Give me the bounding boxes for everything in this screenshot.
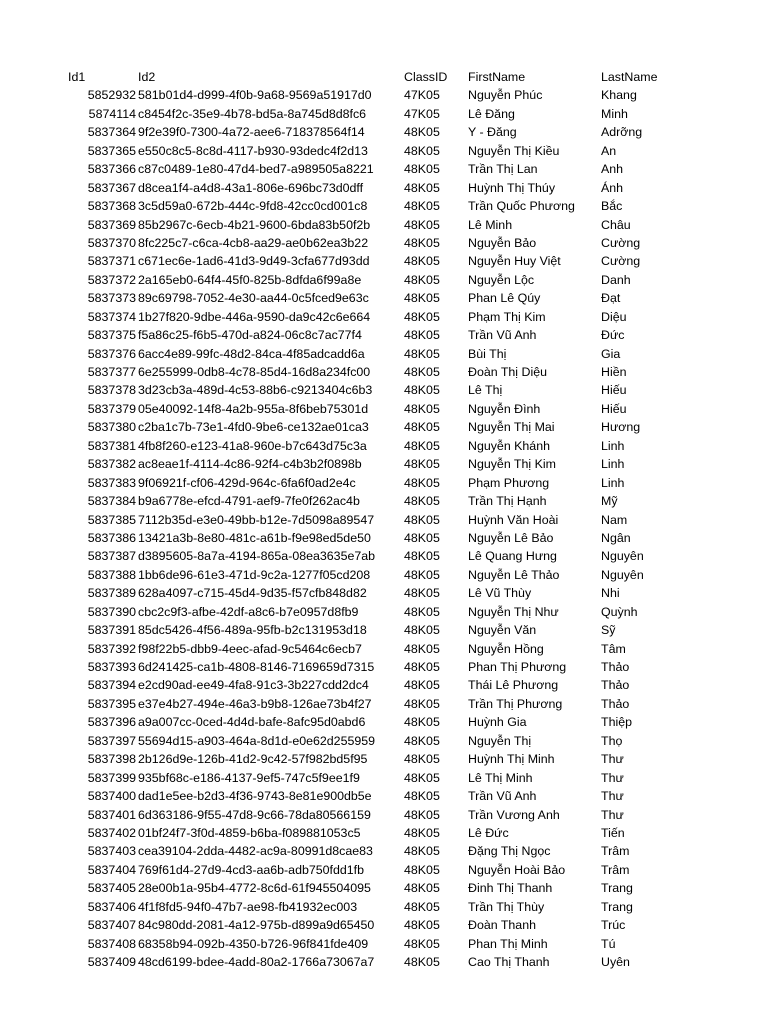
cell-class-id: 48K05 [404,623,440,638]
cell-class-id: 48K05 [404,346,440,361]
cell-first-name: Nguyễn Lộc [468,272,535,287]
cell-last-name: Trang [601,881,633,896]
cell-class-id: 48K05 [404,807,440,822]
cell-first-name: Trần Thị Thùy [468,899,545,914]
table-row [0,474,768,492]
cell-id2: 6acc4e89-99fc-48d2-84ca-4f85adcadd6a [138,346,365,361]
cell-first-name: Lê Vũ Thùy [468,586,532,601]
cell-last-name: Diệu [601,309,627,324]
cell-last-name: Ánh [601,180,624,195]
cell-id2: 13421a3b-8e80-481c-a61b-f9e98ed5de50 [138,530,371,545]
cell-last-name: Quỳnh [601,604,638,619]
table-row [0,935,768,953]
cell-id1: 5837394 [87,678,136,693]
table-row [0,566,768,584]
cell-first-name: Phan Lê Qúy [468,291,541,306]
cell-first-name: Nguyễn Phúc [468,88,543,103]
cell-id1: 5837404 [87,862,136,877]
cell-class-id: 48K05 [404,309,440,324]
table-row [0,879,768,897]
table-row [0,732,768,750]
cell-first-name: Lê Đăng [468,106,515,121]
table-body [0,86,768,971]
cell-first-name: Huỳnh Thị Minh [468,752,555,767]
cell-first-name: Lê Thị Minh [468,770,533,785]
cell-first-name: Trần Thị Phương [468,696,563,711]
cell-first-name: Nguyễn Huy Việt [468,254,561,269]
cell-last-name: Nam [601,512,628,527]
cell-id2: d8cea1f4-a4d8-43a1-806e-696bc73d0dff [138,180,364,195]
table-row [0,160,768,178]
cell-id1: 5837393 [87,660,136,674]
cell-last-name: Thư [601,789,624,804]
table-row [0,381,768,399]
cell-id1: 5837364 [87,125,136,140]
cell-id2: 1b27f820-9dbe-446a-9590-da9c42c6e664 [138,309,371,324]
header-first-name: FirstName [468,70,526,84]
cell-last-name: Thảo [601,696,630,711]
cell-first-name: Lê Đức [468,825,509,840]
cell-id1: 5837399 [87,770,136,785]
cell-first-name: Trần Vũ Anh [468,328,537,343]
cell-first-name: Trần Quốc Phương [468,199,575,214]
cell-last-name: An [601,143,617,158]
table-row [0,842,768,860]
cell-id2: 6d363186-9f55-47d8-9c66-78da80566159 [138,807,371,822]
cell-id1: 5837380 [87,420,136,435]
cell-id2: cea39104-2dda-4482-ac9a-80991d8cae83 [138,844,373,859]
cell-first-name: Nguyễn Đình [468,401,541,416]
cell-id1: 5837406 [87,899,136,914]
cell-id2: 1bb6de96-61e3-471d-9c2a-1277f05cd208 [138,567,371,582]
cell-id1: 5837370 [87,235,136,250]
cell-class-id: 48K05 [404,715,440,730]
cell-first-name: Đoàn Thị Diệu [468,365,547,379]
cell-first-name: Nguyễn Văn [468,623,537,638]
cell-last-name: Đạt [601,291,621,306]
table-row [0,529,768,547]
cell-id2: c8454f2c-35e9-4b78-bd5a-8a745d8d8fc6 [138,106,367,121]
cell-id1: 5837375 [87,328,136,343]
table-row [0,271,768,289]
cell-last-name: Hiền [601,365,627,379]
table-row [0,861,768,879]
cell-last-name: Gia [601,346,621,361]
cell-id2: 2a165eb0-64f4-45f0-825b-8dfda6f99a8e [138,272,362,287]
cell-id1: 5837378 [87,383,136,398]
cell-last-name: Linh [601,475,625,490]
cell-id1: 5837395 [87,696,136,711]
cell-last-name: Mỹ [601,494,618,509]
cell-id1: 5837396 [87,715,136,730]
cell-id2: b9a6778e-efcd-4791-aef9-7fe0f262ac4b [138,494,360,509]
cell-class-id: 48K05 [404,955,440,969]
cell-class-id: 48K05 [404,457,440,472]
cell-id1: 5837392 [87,641,136,656]
cell-last-name: Nguyên [601,549,644,564]
cell-id2: 05e40092-14f8-4a2b-955a-8f6beb75301d [138,401,369,416]
cell-id2: 55694d15-a903-464a-8d1d-e0e62d255959 [138,733,376,748]
cell-class-id: 48K05 [404,825,440,840]
cell-last-name: Thư [601,752,624,767]
cell-first-name: Đặng Thị Ngọc [468,844,551,859]
table-row [0,289,768,307]
table-row [0,824,768,842]
cell-last-name: Tâm [601,641,626,656]
cell-class-id: 48K05 [404,696,440,711]
cell-last-name: Thư [601,770,624,785]
cell-id1: 5837389 [87,586,136,601]
table-row [0,547,768,565]
cell-last-name: Trâm [601,862,630,877]
cell-id1: 5837367 [87,180,136,195]
table-row [0,308,768,326]
table-row [0,898,768,916]
cell-id2: d3895605-8a7a-4194-865a-08ea3635e7ab [138,549,376,564]
cell-first-name: Huỳnh Thị Thúy [468,180,556,195]
cell-class-id: 48K05 [404,328,440,343]
cell-first-name: Nguyễn Bảo [468,235,537,250]
cell-id2: dad1e5ee-b2d3-4f36-9743-8e81e900db5e [138,789,372,804]
cell-first-name: Bùi Thị [468,346,507,361]
table-row [0,658,768,676]
cell-class-id: 48K05 [404,235,440,250]
cell-id1: 5837387 [87,549,136,564]
cell-id1: 5837401 [87,807,136,822]
cell-id2: 85dc5426-4f56-489a-95fb-b2c131953d18 [138,623,367,638]
cell-id2: 7112b35d-e3e0-49bb-b12e-7d5098a89547 [138,512,375,527]
cell-last-name: Trang [601,899,633,914]
cell-last-name: Linh [601,438,625,453]
cell-class-id: 48K05 [404,291,440,306]
cell-last-name: Nguyên [601,567,644,582]
header-last-name: LastName [601,70,658,84]
cell-id2: f98f22b5-dbb9-4eec-afad-9c5464c6ecb7 [138,641,362,656]
cell-first-name: Huỳnh Văn Hoài [468,512,559,527]
cell-id2: 85b2967c-6ecb-4b21-9600-6bda83b50f2b [138,217,371,232]
cell-id1: 5837372 [87,272,136,287]
table-header-row [0,68,768,86]
cell-first-name: Trần Thị Hạnh [468,494,547,509]
cell-class-id: 48K05 [404,162,440,177]
cell-class-id: 48K05 [404,365,440,379]
cell-first-name: Phạm Phương [468,475,550,490]
cell-class-id: 48K05 [404,660,440,674]
cell-id1: 5837381 [87,438,136,453]
cell-last-name: Châu [601,217,631,232]
cell-first-name: Nguyễn Hồng [468,641,544,656]
table-row [0,345,768,363]
cell-class-id: 48K05 [404,918,440,933]
cell-first-name: Trần Vương Anh [468,807,560,822]
cell-id2: e2cd90ad-ee49-4fa8-91c3-3b227cdd2dc4 [138,678,369,693]
cell-id1: 5837371 [87,254,136,269]
cell-class-id: 48K05 [404,143,440,158]
cell-first-name: Thái Lê Phương [468,678,559,693]
cell-first-name: Huỳnh Gia [468,715,527,730]
cell-id2: 769f61d4-27d9-4cd3-aa6b-adb750fdd1fb [138,862,364,877]
cell-id1: 5837391 [87,623,136,638]
table-row [0,400,768,418]
cell-last-name: Đức [601,328,625,343]
cell-id2: 3c5d59a0-672b-444c-9fd8-42cc0cd001c8 [138,199,368,214]
header-id1: Id1 [68,70,86,84]
cell-first-name: Lê Thị [468,383,503,398]
cell-class-id: 48K05 [404,549,440,564]
table-row [0,252,768,270]
cell-id2: 6d241425-ca1b-4808-8146-7169659d7315 [138,660,375,674]
table-row [0,676,768,694]
cell-class-id: 48K05 [404,401,440,416]
table-row [0,750,768,768]
table-row [0,326,768,344]
table-row [0,511,768,529]
cell-class-id: 48K05 [404,199,440,214]
table-row [0,179,768,197]
cell-last-name: Bắc [601,199,623,214]
table-row [0,603,768,621]
cell-id1: 5837390 [87,604,136,619]
cell-class-id: 48K05 [404,512,440,527]
header-class-id: ClassID [404,70,448,84]
cell-last-name: Adrỡng [601,125,643,140]
table-row [0,363,768,381]
cell-first-name: Nguyễn Lê Thảo [468,567,560,582]
cell-first-name: Nguyễn Thị Kim [468,457,556,472]
cell-id2: f5a86c25-f6b5-470d-a824-06c8c7ac77f4 [138,328,362,343]
cell-id1: 5837366 [87,162,136,177]
cell-last-name: Cường [601,254,641,269]
cell-id1: 5837379 [87,401,136,416]
cell-id2: 3d23cb3a-489d-4c53-88b6-c9213404c6b3 [138,383,373,398]
cell-last-name: Tú [601,936,616,951]
cell-id1: 5837400 [87,789,136,804]
cell-class-id: 48K05 [404,936,440,951]
cell-id2: 9f2e39f0-7300-4a72-aee6-718378564f14 [138,125,365,140]
cell-first-name: Nguyễn Hoài Bảo [468,862,566,877]
cell-id1: 5837376 [87,346,136,361]
cell-id2: 2b126d9e-126b-41d2-9c42-57f982bd5f95 [138,752,368,767]
cell-class-id: 48K05 [404,272,440,287]
cell-class-id: 47K05 [404,106,440,121]
cell-first-name: Nguyễn Lê Bảo [468,530,554,545]
cell-last-name: Thọ [601,733,623,748]
table-row [0,916,768,934]
cell-last-name: Hương [601,420,641,435]
cell-id2: ac8eae1f-4114-4c86-92f4-c4b3b2f0898b [138,457,362,472]
cell-id1: 5837402 [87,825,136,840]
cell-id2: 581b01d4-d999-4f0b-9a68-9569a51917d0 [138,88,372,103]
cell-class-id: 48K05 [404,125,440,140]
table-row [0,123,768,141]
cell-class-id: 48K05 [404,475,440,490]
cell-id2: 6e255999-0db8-4c78-85d4-16d8a234fc00 [138,365,371,379]
cell-id1: 5837403 [87,844,136,859]
cell-id1: 5837369 [87,217,136,232]
cell-first-name: Nguyễn Thị Như [468,604,559,619]
cell-id1: 5874114 [88,106,136,121]
table-row [0,105,768,123]
cell-id1: 5837385 [87,512,136,527]
cell-last-name: Cường [601,235,641,250]
cell-id2: 935bf68c-e186-4137-9ef5-747c5f9ee1f9 [138,770,360,785]
cell-id1: 5837365 [87,143,136,158]
cell-last-name: Anh [601,162,624,177]
cell-id1: 5837383 [87,475,136,490]
cell-id2: 68358b94-092b-4350-b726-96f841fde409 [138,936,369,951]
table-row [0,492,768,510]
cell-last-name: Danh [601,272,631,287]
cell-last-name: Thảo [601,660,630,674]
table-row [0,953,768,971]
table-row [0,418,768,436]
cell-id1: 5837408 [87,936,136,951]
table-row [0,584,768,602]
cell-id2: 01bf24f7-3f0d-4859-b6ba-f089881053c5 [138,825,361,840]
cell-class-id: 48K05 [404,604,440,619]
cell-last-name: Hiếu [601,383,627,398]
cell-first-name: Phạm Thị Kim [468,309,546,324]
cell-class-id: 48K05 [404,530,440,545]
cell-class-id: 48K05 [404,438,440,453]
cell-class-id: 48K05 [404,383,440,398]
table-row [0,142,768,160]
cell-last-name: Ngân [601,530,631,545]
table-row [0,713,768,731]
cell-class-id: 48K05 [404,733,440,748]
cell-id1: 5837384 [87,494,136,509]
cell-id1: 5837373 [87,291,136,306]
cell-first-name: Phan Thị Minh [468,936,548,951]
cell-id2: 8fc225c7-c6ca-4cb8-aa29-ae0b62ea3b22 [138,235,369,250]
cell-id2: c87c0489-1e80-47d4-bed7-a989505a8221 [138,162,374,177]
table-row [0,695,768,713]
cell-id1: 5837377 [87,365,136,379]
cell-class-id: 48K05 [404,770,440,785]
cell-id2: 28e00b1a-95b4-4772-8c6d-61f945504095 [138,881,371,896]
cell-id2: 89c69798-7052-4e30-aa44-0c5fced9e63c [138,291,369,306]
table-row [0,437,768,455]
cell-first-name: Nguyễn Thị Mai [468,420,555,435]
cell-id2: c671ec6e-1ad6-41d3-9d49-3cfa677d93dd [138,254,370,269]
cell-id1: 5837405 [87,881,136,896]
cell-id1: 5837388 [87,567,136,582]
cell-id2: 4fb8f260-e123-41a8-960e-b7c643d75c3a [138,438,367,453]
cell-last-name: Linh [601,457,625,472]
cell-class-id: 48K05 [404,217,440,232]
cell-id2: c2ba1c7b-73e1-4fd0-9be6-ce132ae01ca3 [138,420,369,435]
cell-id1: 5837368 [87,199,136,214]
cell-id1: 5837397 [87,733,136,748]
cell-class-id: 48K05 [404,641,440,656]
cell-id2: 4f1f8fd5-94f0-47b7-ae98-fb41932ec003 [138,899,358,914]
table-row [0,216,768,234]
cell-id2: a9a007cc-0ced-4d4d-bafe-8afc95d0abd6 [138,715,366,730]
student-table [0,68,768,971]
cell-id1: 5837409 [87,955,136,969]
cell-id2: 48cd6199-bdee-4add-80a2-1766a73067a7 [138,955,375,969]
cell-class-id: 48K05 [404,678,440,693]
cell-first-name: Nguyễn Thị Kiều [468,143,560,158]
cell-class-id: 48K05 [404,254,440,269]
cell-id2: 9f06921f-cf06-429d-964c-6fa6f0ad2e4c [138,475,356,490]
cell-first-name: Trần Thị Lan [468,162,538,177]
cell-class-id: 48K05 [404,789,440,804]
table-row [0,455,768,473]
cell-last-name: Thảo [601,678,630,693]
cell-class-id: 48K05 [404,494,440,509]
cell-last-name: Khang [601,88,637,103]
table-row [0,621,768,639]
cell-id1: 5837407 [87,918,136,933]
table-row [0,640,768,658]
cell-last-name: Thư [601,807,624,822]
cell-class-id: 48K05 [404,420,440,435]
cell-id2: e550c8c5-8c8d-4117-b930-93dedc4f2d13 [138,143,368,158]
cell-id2: 628a4097-c715-45d4-9d35-f57cfb848d82 [138,586,367,601]
table-row [0,197,768,215]
cell-first-name: Lê Quang Hưng [468,549,557,564]
table-row [0,234,768,252]
cell-id1: 5837398 [87,752,136,767]
cell-class-id: 48K05 [404,881,440,896]
cell-first-name: Đoàn Thanh [468,918,536,933]
cell-first-name: Phan Thị Phương [468,660,567,674]
cell-first-name: Y - Đăng [468,125,517,140]
cell-last-name: Sỹ [601,623,616,638]
cell-first-name: Nguyễn Khánh [468,438,550,453]
cell-id1: 5837382 [87,457,136,472]
cell-last-name: Tiến [601,825,625,840]
cell-class-id: 48K05 [404,586,440,601]
cell-first-name: Đinh Thị Thanh [468,881,553,896]
cell-last-name: Minh [601,106,628,121]
cell-last-name: Trâm [601,844,630,859]
table-row [0,787,768,805]
cell-first-name: Cao Thị Thanh [468,955,550,969]
header-id2: Id2 [138,70,156,84]
cell-id2: cbc2c9f3-afbe-42df-a8c6-b7e0957d8fb9 [138,604,359,619]
cell-id2: e37e4b27-494e-46a3-b9b8-126ae73b4f27 [138,696,372,711]
cell-first-name: Trần Vũ Anh [468,789,537,804]
cell-last-name: Uyên [601,955,630,969]
table-row [0,86,768,104]
cell-class-id: 48K05 [404,844,440,859]
cell-id1: 5837386 [87,530,136,545]
cell-class-id: 48K05 [404,752,440,767]
cell-last-name: Nhi [601,586,620,601]
cell-first-name: Lê Minh [468,217,513,232]
table-row [0,769,768,787]
cell-first-name: Nguyễn Thị [468,733,532,748]
cell-class-id: 48K05 [404,862,440,877]
cell-id1: 5852932 [87,88,136,103]
cell-id1: 5837374 [87,309,136,324]
cell-last-name: Thiệp [601,715,632,730]
cell-class-id: 48K05 [404,567,440,582]
cell-last-name: Trúc [601,918,626,933]
cell-class-id: 47K05 [404,88,440,103]
table-row [0,806,768,824]
cell-class-id: 48K05 [404,899,440,914]
cell-last-name: Hiếu [601,401,627,416]
cell-class-id: 48K05 [404,180,440,195]
cell-id2: 84c980dd-2081-4a12-975b-d899a9d65450 [138,918,375,933]
